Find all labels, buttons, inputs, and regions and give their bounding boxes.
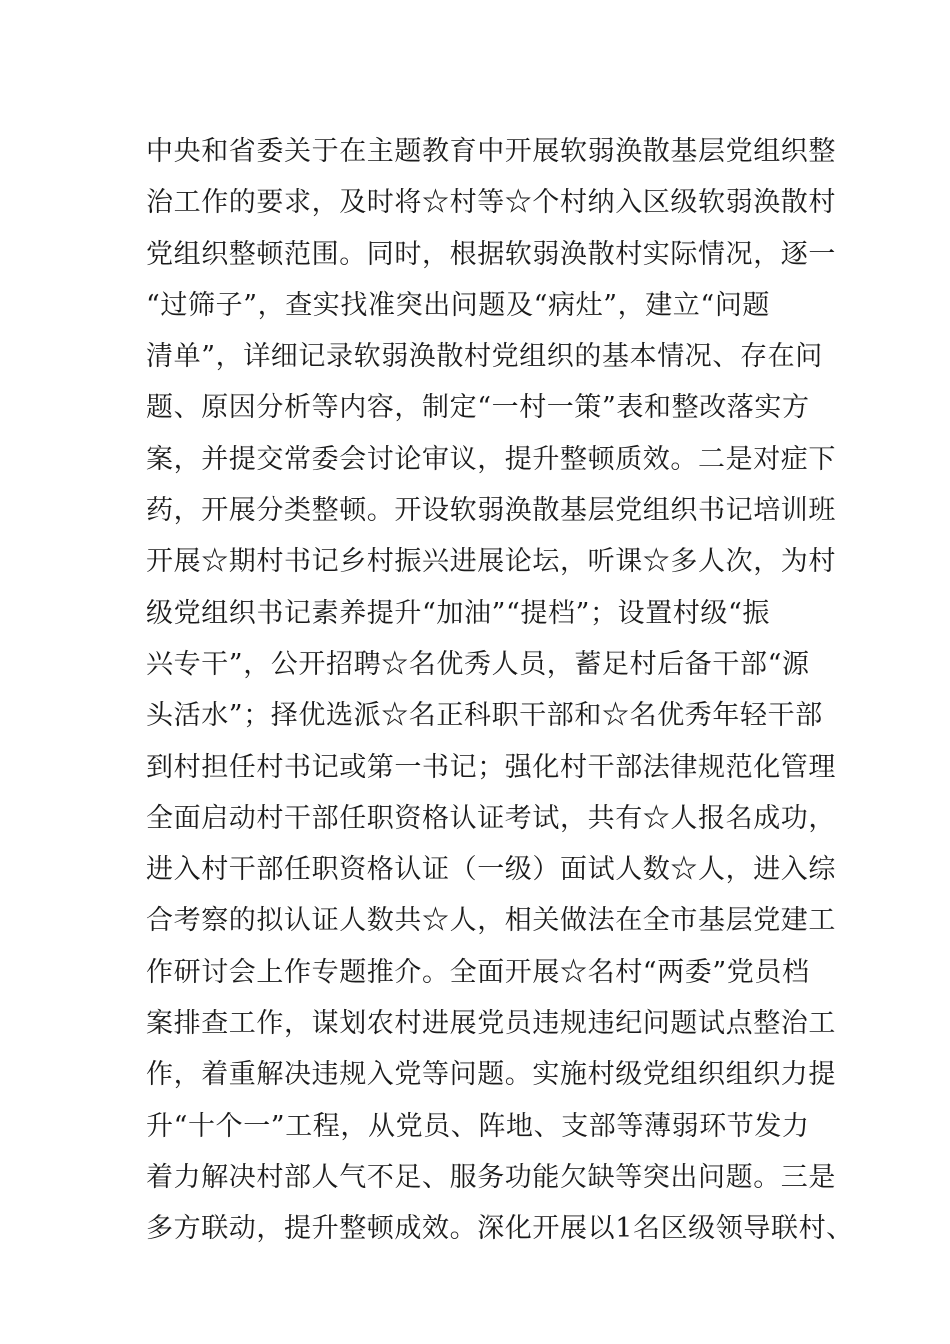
text-line: 案排查工作，谋划农村进展党员违规违纪问题试点整治工 [146,1008,836,1040]
text-line: 作研讨会上作专题推介。全面开展☆名村“两委”党员档 [146,956,810,988]
text-line: 到村担任村书记或第一书记；强化村干部法律规范化管理 [146,751,836,783]
text-line: 题、原因分析等内容，制定“一村一策”表和整改落实方 [146,392,810,424]
text-line: “过筛子”，查实找准突出问题及“病灶”，建立“问题 [146,289,771,321]
text-line: 多方联动，提升整顿成效。深化开展以1名区级领导联村、 [146,1213,854,1245]
text-line: 治工作的要求，及时将☆村等☆个村纳入区级软弱涣散村 [146,187,836,219]
text-line: 开展☆期村书记乡村振兴进展论坛，听课☆多人次，为村 [146,546,836,578]
body-paragraph [146,126,854,1255]
text-line: 药，开展分类整顿。开设软弱涣散基层党组织书记培训班 [146,495,836,527]
text-line: 级党组织书记素养提升“加油”“提档”；设置村级“振 [146,597,771,629]
text-line: 升“十个一”工程，从党员、阵地、支部等薄弱环节发力 [146,1110,810,1142]
text-line: 清单”，详细记录软弱涣散村党组织的基本情况、存在问 [146,341,823,373]
text-line: 头活水”；择优选派☆名正科职干部和☆名优秀年轻干部 [146,700,823,732]
text-line: 进入村干部任职资格认证（一级）面试人数☆人，进入综 [146,854,836,886]
text-line: 中央和省委关于在主题教育中开展软弱涣散基层党组织整 [146,136,836,167]
text-line: 合考察的拟认证人数共☆人，相关做法在全市基层党建工 [146,905,836,937]
text-line: 兴专干”，公开招聘☆名优秀人员，蓄足村后备干部“源 [146,648,810,680]
text-line: 着力解决村部人气不足、服务功能欠缺等突出问题。三是 [146,1161,836,1193]
text-line: 党组织整顿范围。同时，根据软弱涣散村实际情况，逐一 [146,238,836,270]
text-line: 作，着重解决违规入党等问题。实施村级党组织组织力提 [146,1059,836,1091]
text-line: 案，并提交常委会讨论审议，提升整顿质效。二是对症下 [146,443,836,475]
text-line: 全面启动村干部任职资格认证考试，共有☆人报名成功， [146,802,836,834]
